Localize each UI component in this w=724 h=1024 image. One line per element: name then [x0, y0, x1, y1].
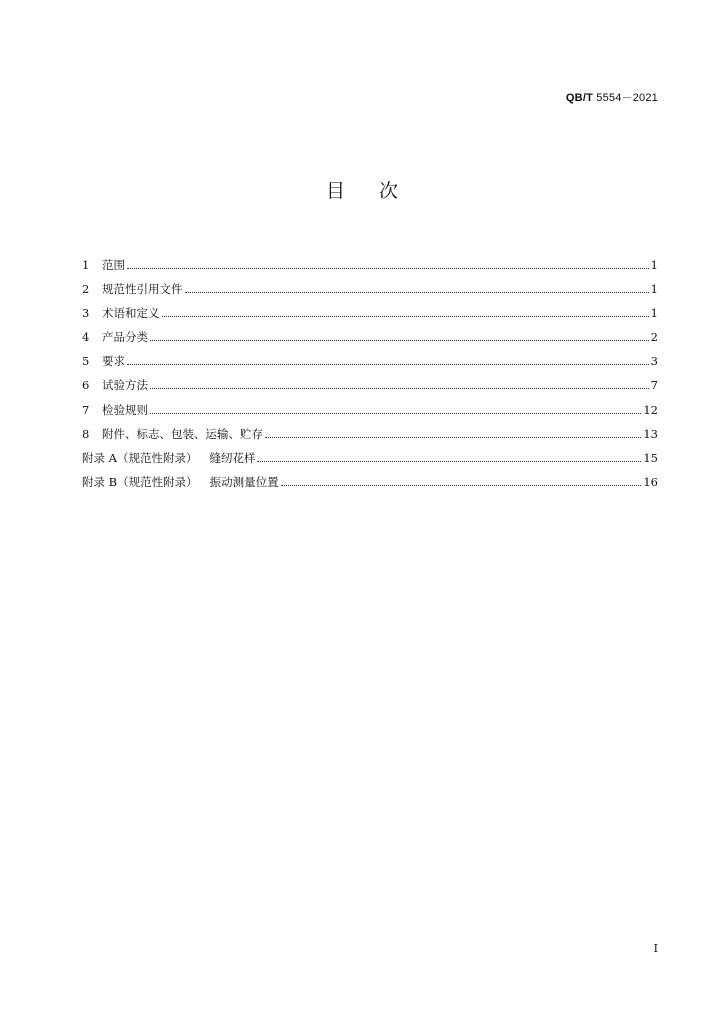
toc-entry-number: 8: [82, 426, 90, 441]
toc-entry-label: 振动测量位置: [209, 474, 279, 489]
standard-number: 5554－2021: [593, 92, 658, 104]
toc-entry-page: 1: [650, 306, 658, 321]
toc-entry-label: 范围: [102, 258, 125, 272]
toc-entry-number: 7: [82, 402, 90, 417]
leader-dots: [185, 292, 649, 293]
leader-dots: [150, 388, 649, 389]
leader-dots: [281, 485, 642, 486]
toc-entry-page: 3: [650, 354, 658, 369]
leader-dots: [257, 461, 641, 462]
leader-dots: [150, 340, 649, 341]
toc-entry-label: 规范性引用文件: [102, 282, 183, 297]
toc-entry-label: 缝纫花样: [209, 450, 256, 465]
leader-dots: [127, 364, 649, 365]
toc-entry-number: 1: [82, 258, 90, 272]
standard-code: [566, 89, 658, 105]
toc-entry-label: 试验方法: [102, 378, 148, 393]
appendix-tag: 附录 A（规范性附录）: [82, 450, 198, 465]
toc-entry-number: 5: [82, 354, 90, 369]
toc-entry-number: 3: [82, 306, 90, 321]
toc-entry[interactable]: [82, 257, 658, 281]
toc-entry[interactable]: [82, 377, 658, 401]
toc-entry-page: 15: [643, 450, 658, 465]
toc-entry-number: 2: [82, 282, 90, 297]
toc-entry-page: 16: [643, 474, 658, 489]
toc-entry[interactable]: [82, 281, 658, 305]
toc-entry[interactable]: [82, 329, 658, 353]
standard-prefix: QB/T: [565, 92, 593, 104]
toc-entry-label: 附件、标志、包装、运输、贮存: [102, 426, 263, 441]
toc-entry-page: 2: [650, 330, 658, 345]
toc-appendix-entry[interactable]: [82, 450, 658, 474]
toc-entry[interactable]: [82, 402, 658, 426]
toc-entry[interactable]: [82, 305, 658, 329]
toc-entry-number: 6: [82, 378, 90, 393]
toc-entry-page: 1: [650, 258, 658, 272]
leader-dots: [127, 268, 649, 269]
toc-entry-label: 产品分类: [102, 330, 148, 345]
toc-list: [82, 257, 658, 498]
toc-entry-label: 检验规则: [102, 402, 148, 417]
leader-dots: [162, 316, 649, 317]
toc-entry-page: 7: [650, 378, 658, 393]
toc-entry[interactable]: [82, 353, 658, 377]
leader-dots: [150, 413, 641, 414]
page-number: I: [653, 942, 658, 955]
toc-entry-label: 要求: [102, 354, 125, 369]
toc-appendix-entry[interactable]: [82, 474, 658, 498]
leader-dots: [265, 437, 641, 438]
toc-entry[interactable]: [82, 426, 658, 450]
toc-entry-page: 12: [643, 402, 658, 417]
toc-title: 目次: [325, 180, 432, 202]
toc-entry-number: 4: [82, 330, 90, 345]
appendix-tag: 附录 B（规范性附录）: [82, 474, 198, 489]
toc-entry-page: 1: [650, 282, 658, 297]
toc-entry-label: 术语和定义: [102, 306, 160, 321]
toc-entry-page: 13: [643, 426, 658, 441]
